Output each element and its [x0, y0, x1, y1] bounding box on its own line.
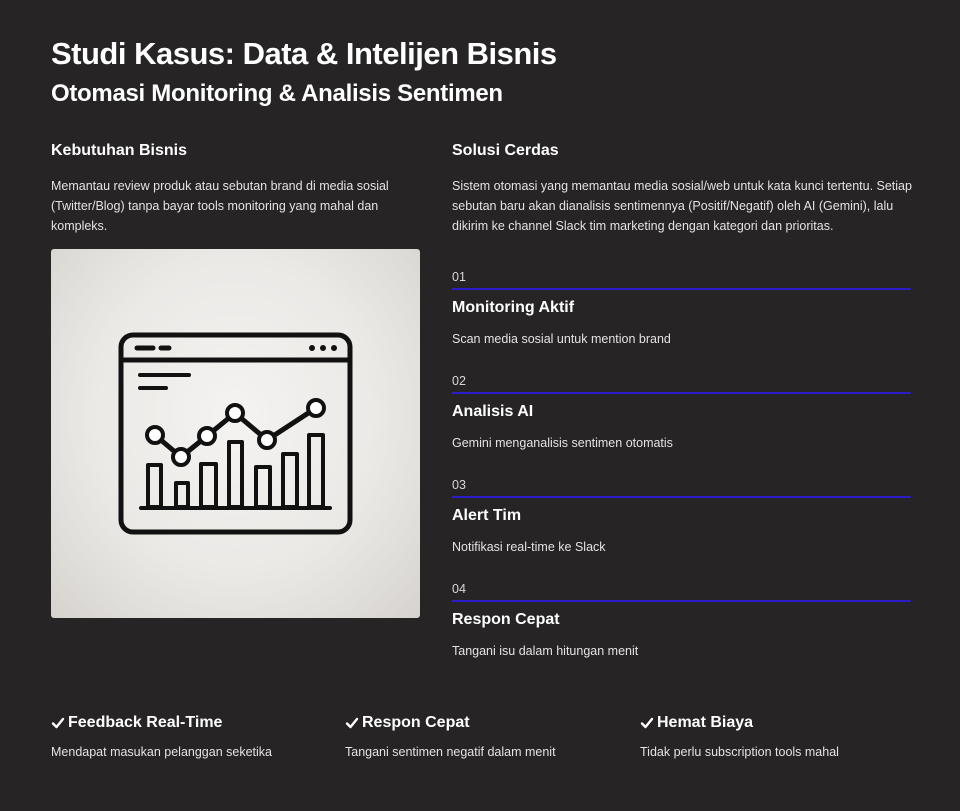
step-number: 01 — [452, 270, 466, 284]
step-item — [452, 268, 911, 372]
benefit-item — [51, 712, 331, 759]
business-need-section — [51, 142, 421, 236]
step-item — [452, 580, 911, 684]
step-divider — [452, 392, 911, 394]
process-steps — [452, 268, 911, 684]
benefit-heading — [51, 712, 331, 734]
step-number: 04 — [452, 582, 466, 596]
business-need-text: Memantau review produk atau sebutan brand di media sosial (Twitter/Blog) tanpa bayar tools monitoring yang mahal dan kompleks. — [51, 179, 389, 233]
step-title: Respon Cepat — [452, 611, 560, 628]
analytics-illustration — [51, 249, 420, 618]
step-divider — [452, 496, 911, 498]
benefit-heading — [640, 712, 920, 734]
check-icon — [640, 716, 654, 730]
smart-solution-section — [452, 142, 912, 236]
benefit-title: Feedback Real-Time — [68, 714, 223, 731]
step-item — [452, 476, 911, 580]
business-need-heading: Kebutuhan Bisnis — [51, 142, 188, 159]
step-divider — [452, 288, 911, 290]
page-title: Studi Kasus: Data & Intelijen Bisnis — [51, 36, 557, 71]
check-icon — [345, 716, 359, 730]
benefit-description: Mendapat masukan pelanggan seketika — [51, 745, 272, 759]
smart-solution-text: Sistem otomasi yang memantau media sosial/web untuk kata kunci tertentu. Setiap sebutan baru akan dianalisis sentimennya (Positif/Negatif) oleh AI (Gemini), lalu dikirim ke channel Slack tim marketing dengan kategori dan prioritas. — [452, 179, 912, 233]
step-number: 02 — [452, 374, 466, 388]
step-divider — [452, 600, 911, 602]
benefit-item — [345, 712, 625, 759]
smart-solution-heading: Solusi Cerdas — [452, 142, 559, 159]
step-description: Scan media sosial untuk mention brand — [452, 332, 671, 346]
analytics-dashboard-icon — [51, 249, 420, 618]
check-icon — [51, 716, 65, 730]
step-description: Tangani isu dalam hitungan menit — [452, 644, 639, 658]
step-item — [452, 372, 911, 476]
benefit-title: Respon Cepat — [362, 714, 470, 731]
step-description: Gemini menganalisis sentimen otomatis — [452, 436, 673, 450]
benefit-item — [640, 712, 920, 759]
step-title: Monitoring Aktif — [452, 299, 575, 316]
benefit-description: Tangani sentimen negatif dalam menit — [345, 745, 556, 759]
benefit-heading — [345, 712, 625, 734]
step-title: Alert Tim — [452, 507, 522, 524]
benefit-title: Hemat Biaya — [657, 714, 754, 731]
benefit-description: Tidak perlu subscription tools mahal — [640, 745, 839, 759]
step-description: Notifikasi real-time ke Slack — [452, 540, 606, 554]
page-subtitle: Otomasi Monitoring & Analisis Sentimen — [51, 80, 503, 107]
step-number: 03 — [452, 478, 466, 492]
step-title: Analisis AI — [452, 403, 534, 420]
